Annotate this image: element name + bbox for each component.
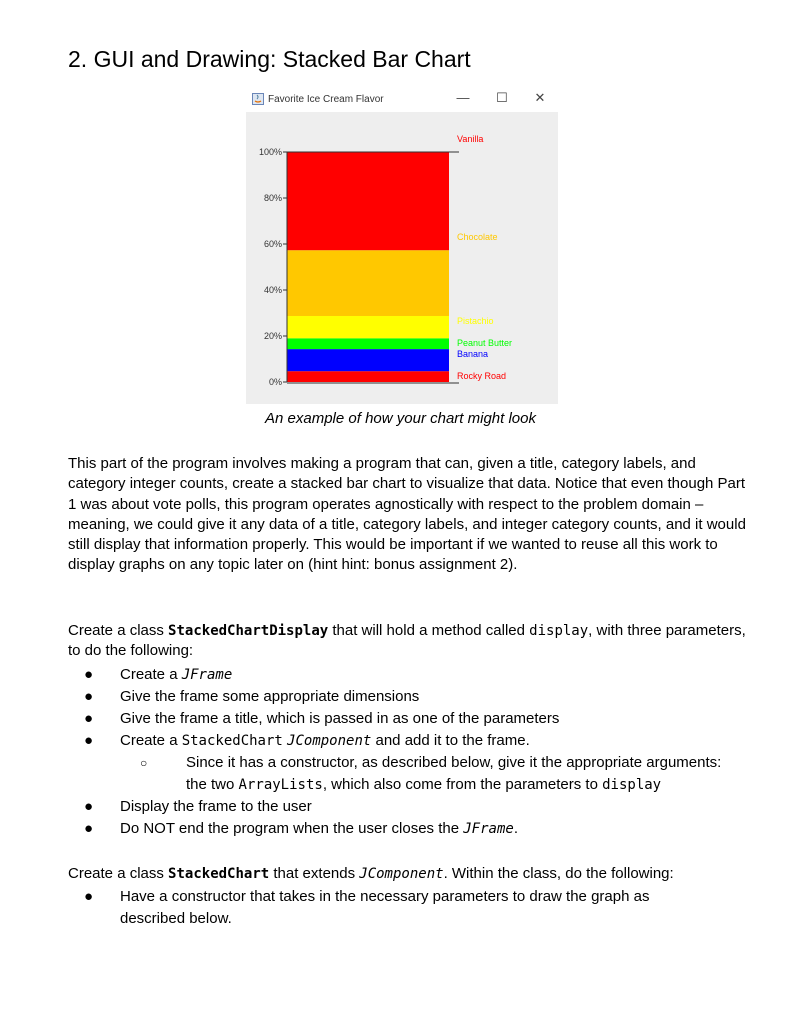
list-item [68, 774, 721, 796]
chart-steps-list [68, 886, 649, 930]
text: Create a class [68, 622, 169, 639]
text: , with three parameters, to do the following: [68, 622, 746, 660]
text: Do NOT end the program when the user closes the [120, 820, 464, 837]
list-item: ● Create a JFrame [84, 666, 233, 683]
y-tick-label: 40% [263, 285, 282, 295]
list-item: ● Do NOT end the program when the user closes the JFrame. [84, 820, 518, 837]
legend-label: Pistachio [457, 315, 494, 326]
chart-class-paragraph [68, 864, 748, 884]
y-tick-label: 20% [263, 331, 282, 341]
y-tick-label: 0% [268, 377, 282, 387]
class-name-code: StackedChartDisplay [168, 623, 329, 639]
legend-label: Chocolate [457, 232, 498, 243]
code-text: display [602, 777, 662, 793]
maximize-button[interactable]: ☐ [496, 90, 508, 105]
text: . Within the class, do the following: [443, 865, 674, 882]
text: Since it has a constructor, as described below, give it the appropriate arguments: [186, 754, 722, 771]
text: Display the frame to the user [120, 798, 312, 815]
text: . [513, 820, 518, 837]
figure-caption: An example of how your chart might look [265, 410, 536, 427]
list-item: ● Give the frame a title, which is passed in as one of the parameters [84, 710, 560, 727]
page-heading: 2. GUI and Drawing: Stacked Bar Chart [68, 46, 471, 72]
text: described below. [120, 910, 232, 927]
stacked-bar-chart [246, 112, 558, 404]
display-sub-list [68, 752, 721, 796]
window-title: Favorite Ice Cream Flavor [268, 94, 384, 105]
legend-label: Banana [457, 349, 489, 360]
code-text: JFrame [463, 821, 514, 837]
code-text: ArrayLists [238, 777, 323, 793]
display-class-paragraph [68, 621, 748, 662]
java-icon [252, 93, 264, 105]
text: and add it to the frame. [371, 732, 530, 749]
list-item: ● Give the frame some appropriate dimensions [84, 688, 420, 705]
close-button[interactable]: ✕ [534, 90, 546, 105]
code-text: JComponent [359, 866, 444, 882]
bar-segment [287, 371, 449, 382]
list-item: ● Display the frame to the user [84, 798, 312, 815]
minimize-button[interactable]: — [456, 90, 470, 105]
code-text: JComponent [287, 733, 372, 749]
y-tick-label: 100% [258, 147, 282, 157]
bar-segment [287, 338, 449, 349]
text: , which also come from the parameters to [322, 776, 603, 793]
java-window [246, 88, 558, 404]
list-item: ○ Since it has a constructor, as described below, give it the appropriate arguments: [140, 754, 722, 771]
legend-label: Rocky Road [457, 371, 507, 382]
list-item: ● Create a StackedChart JComponent and add it to the frame. [84, 732, 530, 749]
code-text: JFrame [181, 667, 233, 683]
text: the two [186, 776, 239, 793]
display-steps-list [68, 664, 559, 752]
text: Create a [120, 666, 182, 683]
text: Create a [120, 732, 182, 749]
legend-label: Peanut Butter [457, 338, 513, 349]
intro-paragraph: This part of the program involves making a program that can, given a title, category labels, and category integer counts, create a stacked bar chart to visualize that data. Notice that even though Part 1 was about vote polls, this program operates agnostically with respect to the problem domain – meaning, we could give it any data of a title, category labels, and integer category counts, and it would still display that information properly. This would be important if we wanted to reuse all this work to display graphs on any topic later on (hint hint: bonus assignment 2). [68, 455, 746, 574]
text: that extends [269, 865, 360, 882]
class-name-code: StackedChart [168, 866, 270, 882]
text: Give the frame a title, which is passed in as one of the parameters [120, 710, 560, 727]
display-steps-list-2 [68, 796, 518, 840]
list-item [68, 908, 649, 930]
text: Have a constructor that takes in the necessary parameters to draw the graph as [120, 888, 650, 905]
list-item: ● Have a constructor that takes in the necessary parameters to draw the graph as [84, 888, 650, 905]
chart-area [246, 112, 558, 404]
window-titlebar [246, 88, 558, 112]
text: Give the frame some appropriate dimensions [120, 688, 420, 705]
text: Create a class [68, 865, 169, 882]
bar-segment [287, 349, 449, 371]
legend-label: Vanilla [457, 134, 484, 144]
bar-segment [287, 316, 449, 338]
method-code: display [529, 623, 589, 639]
y-tick-label: 60% [263, 239, 282, 249]
code-text: StackedChart [181, 733, 283, 749]
text: that will hold a method called [328, 622, 530, 639]
bar-segment [287, 152, 449, 250]
bar-segment [287, 250, 449, 316]
y-tick-label: 80% [263, 193, 282, 203]
